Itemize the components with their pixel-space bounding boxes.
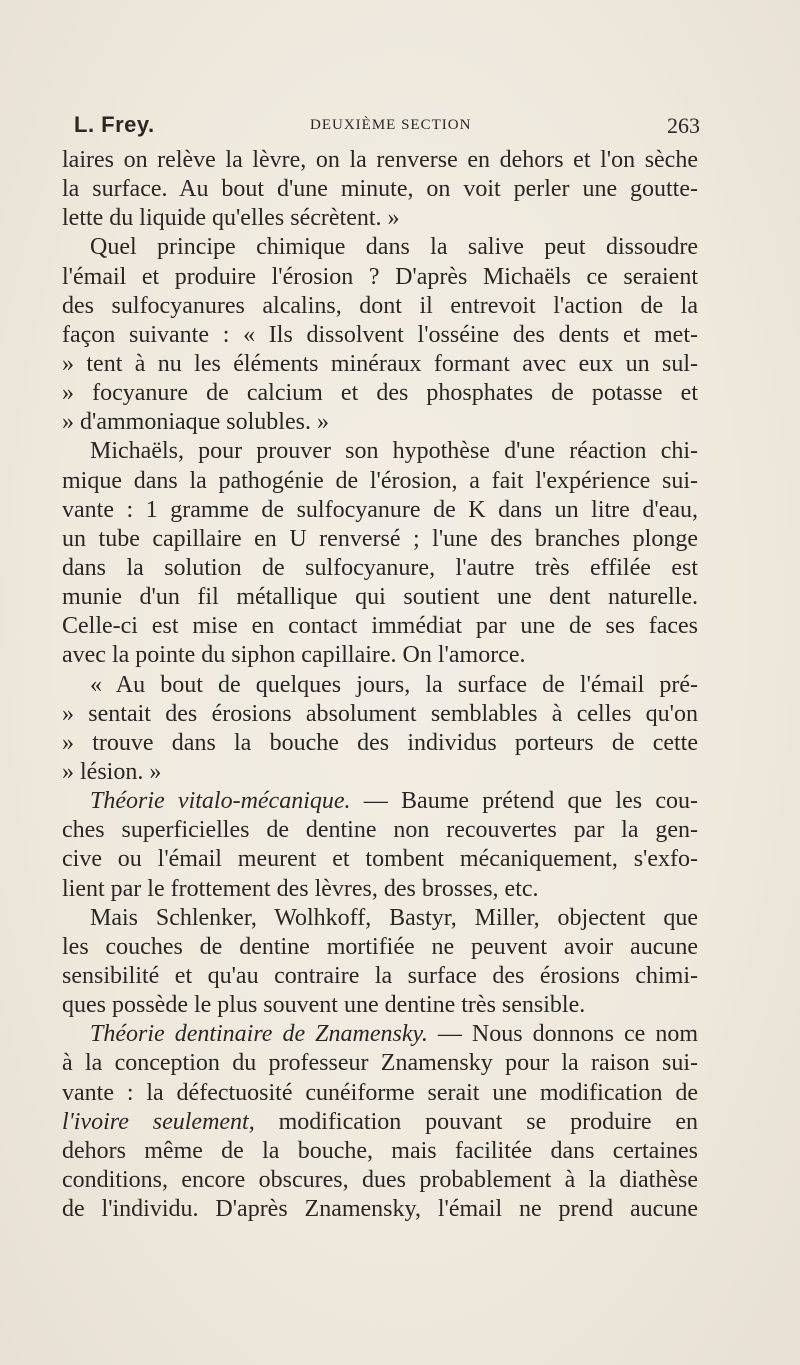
text-line: sensibilité et qu'au contraire la surface des érosions chimi- [62,962,698,989]
text-line: ches superficielles de dentine non recouvertes par la gen- [62,817,698,844]
text-line [62,1020,698,1049]
text-line: Michaëls, pour prouver son hypothèse d'une réaction chi- [90,438,698,465]
text-line: » trouve dans la bouche des individus porteurs de cette [62,729,698,756]
text-line: façon suivante : « Ils dissolvent l'osséine des dents et met- [62,321,698,348]
text-line: lient par le frottement des lèvres, des brosses, etc. [62,875,539,902]
text-line [62,787,698,816]
page-number: 263 [667,113,700,138]
text-line: Celle-ci est mise en contact immédiat par une de ses faces [62,613,698,640]
line-text: — Baume prétend que les cou- [350,788,699,815]
text-line: l'émail et produire l'érosion ? D'après Michaëls ce seraient [62,263,698,290]
body-text [62,146,698,1224]
text-line: de l'individu. D'après Znamensky, l'émail ne prend aucune [62,1196,698,1223]
running-head-section: DEUXIÈME SECTION [310,117,472,133]
text-line: des sulfocyanures alcalins, dont il entrevoit l'action de la [62,292,698,319]
running-head-author: L. Frey. [74,112,155,137]
line-text: — Nous donnons ce nom [427,1021,698,1048]
text-line: conditions, encore obscures, dues probablement à la diathèse [62,1166,698,1193]
text-line: dehors même de la bouche, mais facilitée dans certaines [62,1137,698,1164]
text-line: ques possède le plus souvent une dentine très sensible. [62,992,586,1019]
italic-phrase: Théorie vitalo-mécanique. [90,788,351,815]
text-line: un tube capillaire en U renversé ; l'une des branches plonge [62,525,698,552]
running-header [74,112,700,146]
text-line: « Au bout de quelques jours, la surface de l'émail pré- [90,671,698,698]
text-line: vante : la défectuosité cunéiforme serait une modification de [62,1079,698,1106]
text-line: vante : 1 gramme de sulfocyanure de K dans un litre d'eau, [62,496,698,523]
text-line: lette du liquide qu'elles sécrètent. » [62,205,400,232]
text-line: avec la pointe du siphon capillaire. On l'amorce. [62,642,526,669]
text-line: » d'ammoniaque solubles. » [62,409,329,436]
text-line: mique dans la pathogénie de l'érosion, a fait l'expérience sui- [62,467,698,494]
text-line [62,1108,698,1137]
text-line: » lésion. » [62,758,162,785]
text-line: cive ou l'émail meurent et tombent mécaniquement, s'exfo- [62,846,698,873]
text-line: à la conception du professeur Znamensky pour la raison sui- [62,1050,698,1077]
text-line: munie d'un fil métallique qui soutient une dent naturelle. [62,584,698,611]
line-text: modification pouvant se produire en [254,1108,699,1135]
text-line: la surface. Au bout d'une minute, on voit perler une goutte- [62,176,698,203]
italic-phrase: Théorie dentinaire de Znamensky. [90,1021,428,1048]
text-line: Quel principe chimique dans la salive peut dissoudre [90,234,698,261]
text-line: » tent à nu les éléments minéraux formant avec eux un sul- [62,350,698,377]
text-line: » sentait des érosions absolument semblables à celles qu'on [62,700,698,727]
text-line: » focyanure de calcium et des phosphates de potasse et [62,380,698,407]
text-line: laires on relève la lèvre, on la renverse en dehors et l'on sèche [62,147,698,173]
text-line: dans la solution de sulfocyanure, l'autre très effilée est [62,554,698,581]
italic-phrase: l'ivoire seulement, [62,1108,255,1135]
text-line: Mais Schlenker, Wolhkoff, Bastyr, Miller, objectent que [90,904,698,931]
text-line: les couches de dentine mortifiée ne peuvent avoir aucune [62,933,698,960]
